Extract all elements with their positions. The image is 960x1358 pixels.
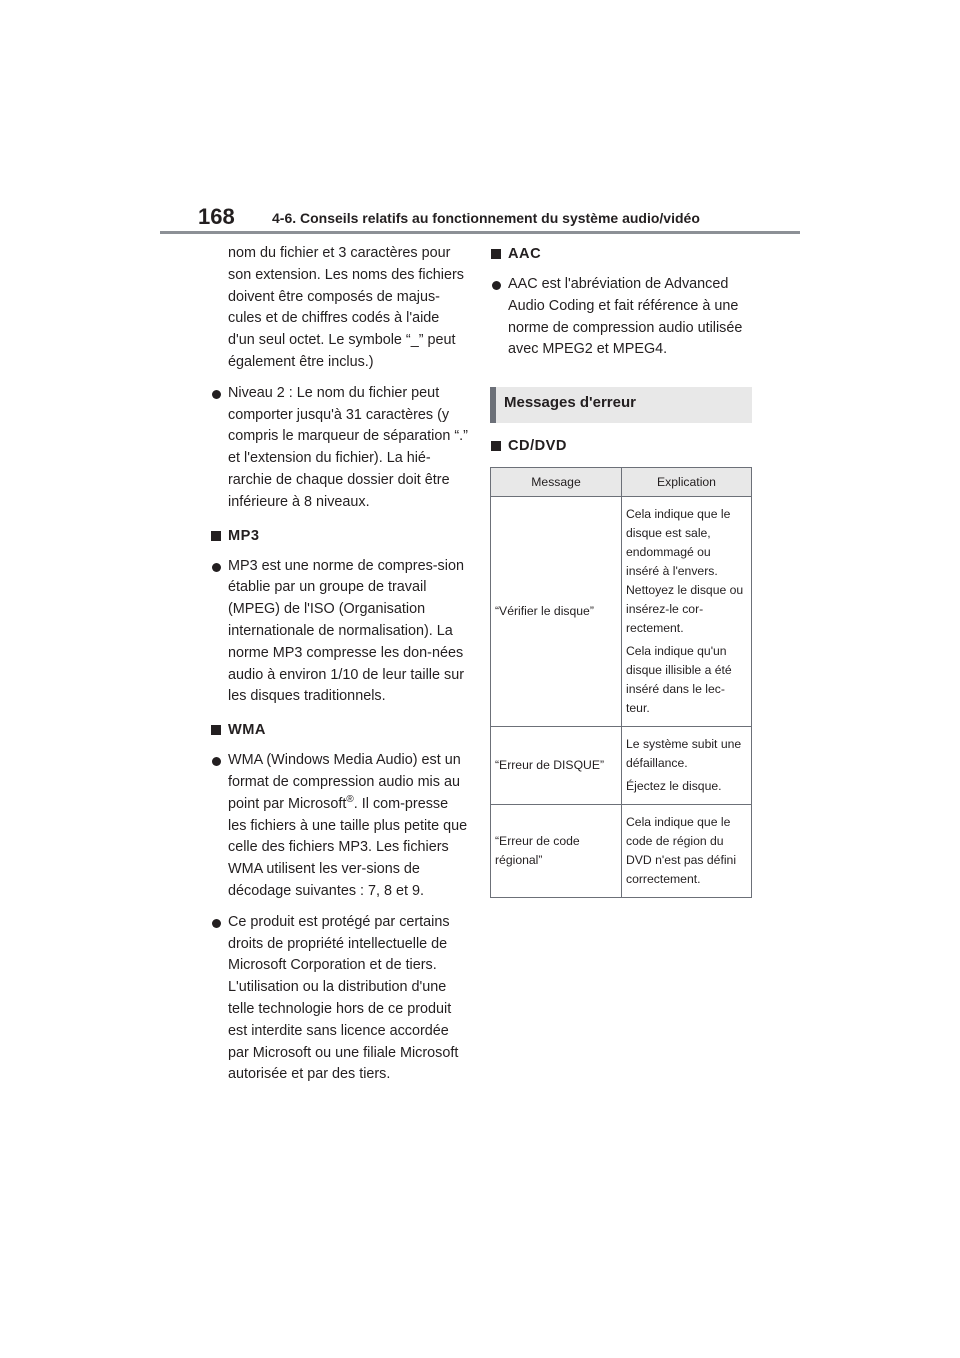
row-message: “Erreur de DISQUE” — [491, 727, 622, 805]
column-header-message: Message — [491, 468, 622, 497]
error-table — [490, 467, 752, 898]
aac-heading — [490, 243, 752, 265]
bullet-dot-icon — [212, 757, 221, 766]
table-row — [491, 727, 752, 805]
bullet-dot-icon — [212, 919, 221, 928]
square-bullet-icon — [211, 531, 221, 541]
wma-heading-text: WMA — [228, 722, 266, 739]
wma-rights-text: Ce produit est protégé par certains droits de propriété intellectuelle de Microsoft Corporation et de tiers. L'utilisation ou la distribution d'une telle technologie hors de ce produit est interdite sans licence accordée par Microsoft ou une filiale Microsoft autorisée et par des tiers. — [228, 913, 459, 1083]
wma-bullet — [210, 750, 468, 903]
wma-heading — [210, 719, 468, 741]
error-messages-heading-text: Messages d'erreur — [504, 394, 636, 412]
mp3-bullet — [210, 556, 468, 709]
registered-mark: ® — [346, 793, 354, 805]
header-rule — [160, 231, 800, 234]
explanation-line: Cela indique que le code de région du DVD n'est pas défini correctement. — [626, 815, 737, 887]
row-explanation — [622, 805, 752, 898]
row-message: “Erreur de code régional” — [491, 805, 622, 898]
level2-bullet — [210, 383, 468, 514]
bullet-dot-icon — [212, 390, 221, 399]
page-header — [160, 200, 800, 236]
row-explanation — [622, 497, 752, 727]
table-row — [491, 497, 752, 727]
cddvd-heading-text: CD/DVD — [508, 438, 567, 455]
wma-text-after: . Il com-presse les fichiers à une taille plus petite que celle des fichiers MP3. Les fichiers WMA utilisent les ver-sions de décodage suivantes : 7, 8 et 9. — [228, 795, 468, 899]
cddvd-heading — [490, 435, 752, 457]
wma-text-before: WMA (Windows Media Audio) est un format de compression audio mis au point par Microsoft — [228, 752, 461, 812]
row-message: “Vérifier le disque” — [491, 497, 622, 727]
mp3-heading-text: MP3 — [228, 527, 260, 544]
aac-heading-text: AAC — [508, 246, 542, 262]
bullet-dot-icon — [212, 563, 221, 572]
explanation-line: Éjectez le disque. — [626, 779, 722, 794]
aac-text: AAC est l'abréviation de Advanced Audio Coding et fait référence à une norme de compression audio utilisée avec MPEG2 et MPEG4. — [508, 276, 743, 358]
level1-continuation: nom du fichier et 3 caractères pour son extension. Les noms des fichiers doivent être composés de majus-cules et de chiffres codés à l'aide d'un seul octet. Le symbole “_” peut également être inclus.) — [228, 245, 464, 370]
bullet-dot-icon — [492, 281, 501, 290]
right-column — [490, 243, 752, 898]
error-messages-heading — [490, 387, 752, 423]
square-bullet-icon — [491, 441, 501, 451]
level2-text: Niveau 2 : Le nom du fichier peut comporter jusqu'à 31 caractères (y compris le marqueur de séparation “.” et l'extension du fichier). La hié-rarchie de chaque dossier doit être inférieure à 8 niveaux. — [228, 384, 468, 510]
left-column — [210, 243, 468, 1086]
table-row — [491, 805, 752, 898]
explanation-line: Le système subit une défaillance. — [626, 737, 742, 771]
page-number: 168 — [198, 204, 235, 229]
explanation-line: Cela indique que le disque est sale, endommagé ou inséré à l'envers. Nettoyez le disque ou insérez-le cor-rectement. — [626, 507, 744, 636]
section-title: 4-6. Conseils relatifs au fonctionnement du système audio/vidéo — [272, 210, 700, 226]
mp3-text: MP3 est une norme de compres-sion établie par un groupe de travail (MPEG) de l'ISO (Organisation internationale de normalisation). La norme MP3 compresse les don-nées audio à environ 1/10 de leur taille sur les disques traditionnels. — [228, 557, 464, 705]
row-explanation — [622, 727, 752, 805]
explanation-line: Cela indique qu'un disque illisible a été inséré dans le lec-teur. — [626, 644, 732, 716]
column-header-explication: Explication — [622, 468, 752, 497]
table-header-row — [491, 468, 752, 497]
square-bullet-icon — [211, 725, 221, 735]
wma-rights-bullet — [210, 912, 468, 1086]
mp3-heading — [210, 525, 468, 547]
square-bullet-icon — [491, 249, 501, 259]
aac-bullet — [490, 274, 752, 361]
